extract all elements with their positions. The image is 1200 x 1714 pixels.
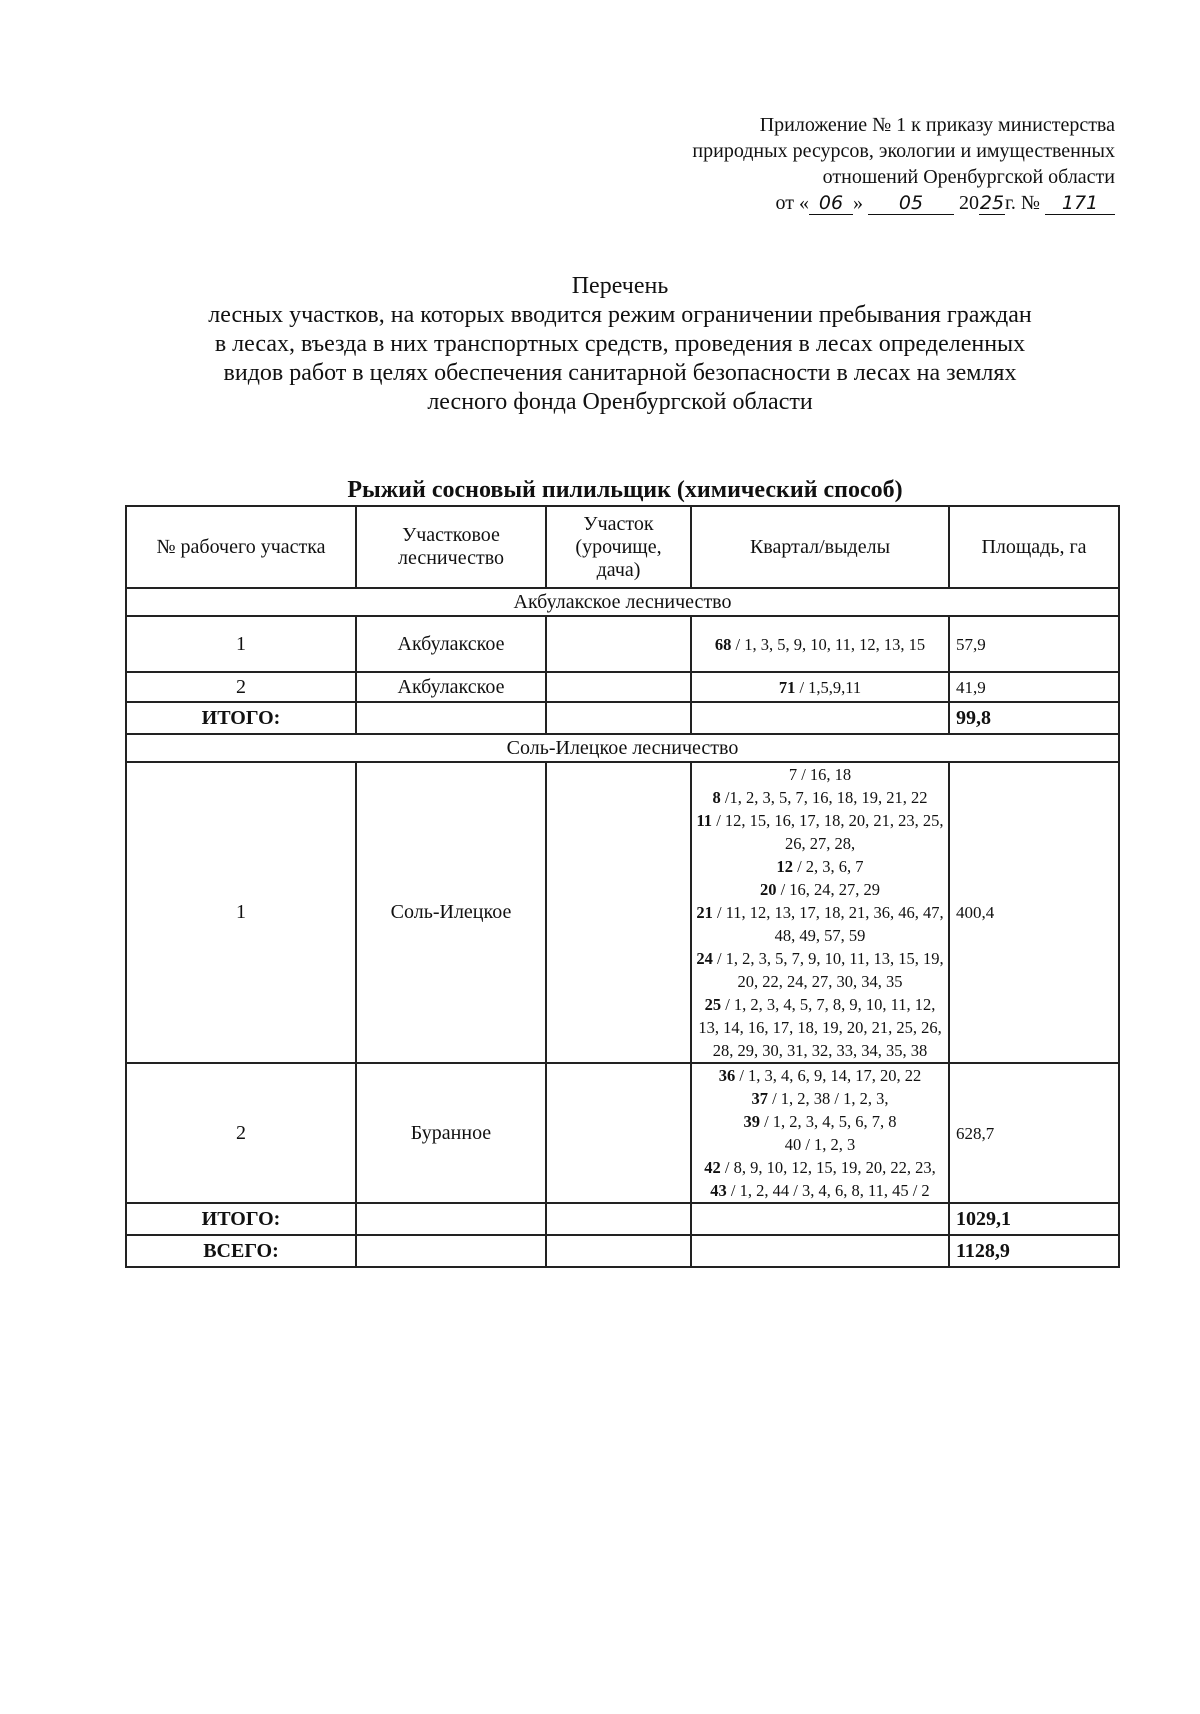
date-mid: » bbox=[852, 192, 863, 214]
header-district: Участковое лесничество bbox=[356, 506, 546, 588]
grand-total-label: ВСЕГО: bbox=[126, 1235, 356, 1267]
quarter-line: 11 / 12, 15, 16, 17, 18, 20, 21, 23, 25, 26, 27, 28, bbox=[696, 811, 944, 853]
plot-number: 2 bbox=[126, 672, 356, 702]
section-name: Соль-Илецкое лесничество bbox=[126, 734, 1119, 762]
district: Буранное bbox=[356, 1063, 546, 1203]
grand-total-value: 1128,9 bbox=[949, 1235, 1119, 1267]
quarter-sections: / 1,5,9,11 bbox=[795, 677, 862, 697]
district: Акбулакское bbox=[356, 672, 546, 702]
heading-line-4: видов работ в целях обеспечения санитарной безопасности в лесах на землях bbox=[223, 360, 1017, 386]
quarter-line: 42 / 8, 9, 10, 12, 15, 19, 20, 22, 23, bbox=[704, 1158, 936, 1177]
quarter-line: 37 / 1, 2, 38 / 1, 2, 3, bbox=[751, 1089, 889, 1108]
area-value: 400,4 bbox=[949, 762, 1119, 1063]
plot-number: 1 bbox=[126, 762, 356, 1063]
quarter-number: 68 bbox=[714, 634, 732, 654]
quarter-number: 71 bbox=[778, 677, 796, 697]
quarter-line: 21 / 11, 12, 13, 17, 18, 21, 36, 46, 47, 48, 49, 57, 59 bbox=[696, 903, 944, 945]
table-header-row bbox=[126, 506, 1119, 588]
quarters-cell bbox=[691, 672, 949, 702]
quarter-line: 20 / 16, 24, 27, 29 bbox=[759, 880, 881, 899]
table-row bbox=[126, 1063, 1119, 1203]
plot-number: 1 bbox=[126, 616, 356, 672]
forest-plots-table bbox=[125, 505, 1120, 1268]
plot bbox=[546, 672, 691, 702]
table-row bbox=[126, 672, 1119, 702]
quarter-line: 8 /1, 2, 3, 5, 7, 16, 18, 19, 21, 22 bbox=[712, 788, 928, 807]
quarter-line: 43 / 1, 2, 44 / 3, 4, 6, 8, 11, 45 / 2 bbox=[710, 1181, 930, 1200]
subtotal-value: 1029,1 bbox=[949, 1203, 1119, 1235]
handwritten-order-number: 171 bbox=[1045, 192, 1115, 215]
header-plot: Участок (урочище, дача) bbox=[546, 506, 691, 588]
heading-line-2: лесных участков, на которых вводится режим ограничении пребывания граждан bbox=[208, 302, 1032, 328]
heading-line-1: Перечень bbox=[571, 273, 669, 299]
date-year-prefix: 20 bbox=[958, 192, 979, 214]
document-heading bbox=[110, 272, 1130, 417]
area-value: 57,9 bbox=[949, 616, 1119, 672]
handwritten-month: 05 bbox=[868, 192, 954, 215]
district: Соль-Илецкое bbox=[356, 762, 546, 1063]
heading-line-5: лесного фонда Оренбургской области bbox=[427, 389, 813, 415]
quarter-line: 40 / 1, 2, 3 bbox=[784, 1135, 856, 1154]
header-plot-number: № рабочего участка bbox=[126, 506, 356, 588]
quarters-cell bbox=[691, 616, 949, 672]
grand-total-row bbox=[126, 1235, 1119, 1267]
subtotal-row bbox=[126, 702, 1119, 734]
area-value: 628,7 bbox=[949, 1063, 1119, 1203]
subtotal-value: 99,8 bbox=[949, 702, 1119, 734]
section-row bbox=[126, 734, 1119, 762]
quarter-line: 24 / 1, 2, 3, 5, 7, 9, 10, 11, 13, 15, 19, 20, 22, 24, 27, 30, 34, 35 bbox=[696, 949, 944, 991]
plot-number: 2 bbox=[126, 1063, 356, 1203]
quarter-line: 39 / 1, 2, 3, 4, 5, 6, 7, 8 bbox=[743, 1112, 897, 1131]
handwritten-day: 06 bbox=[809, 192, 853, 215]
header-area: Площадь, га bbox=[949, 506, 1119, 588]
quarter-line: 25 / 1, 2, 3, 4, 5, 7, 8, 9, 10, 11, 12, 13, 14, 16, 17, 18, 19, 20, 21, 25, 26, 28, 29, 30, 31, 32, 33, 34, 35, 38 bbox=[698, 995, 942, 1060]
heading-line-3: в лесах, въезда в них транспортных средств, проведения в лесах определенных bbox=[214, 331, 1026, 357]
district: Акбулакское bbox=[356, 616, 546, 672]
table-title: Рыжий сосновый пилильщик (химический способ) bbox=[347, 477, 903, 503]
table-row bbox=[126, 616, 1119, 672]
quarter-line: 7 / 16, 18 bbox=[788, 765, 852, 784]
header-quarters: Квартал/выделы bbox=[691, 506, 949, 588]
table-row bbox=[126, 762, 1119, 1063]
quarter-line: 36 / 1, 3, 4, 6, 9, 14, 17, 20, 22 bbox=[718, 1066, 922, 1085]
date-number-label: г. № bbox=[1004, 192, 1040, 214]
appendix-line-1: Приложение № 1 к приказу министерства bbox=[759, 114, 1115, 136]
appendix-line-2: природных ресурсов, экологии и имущественных bbox=[692, 140, 1115, 162]
subtotal-label: ИТОГО: bbox=[126, 1203, 356, 1235]
appendix-block bbox=[692, 112, 1115, 216]
appendix-date-line bbox=[692, 190, 1115, 216]
section-name: Акбулакское лесничество bbox=[126, 588, 1119, 616]
area-value: 41,9 bbox=[949, 672, 1119, 702]
quarter-line: 12 / 2, 3, 6, 7 bbox=[776, 857, 864, 876]
quarters-cell bbox=[691, 1063, 949, 1203]
subtotal-row bbox=[126, 1203, 1119, 1235]
plot bbox=[546, 616, 691, 672]
quarters-cell bbox=[691, 762, 949, 1063]
quarter-sections: / 1, 3, 5, 9, 10, 11, 12, 13, 15 bbox=[731, 634, 926, 654]
date-prefix: от « bbox=[775, 192, 809, 214]
plot bbox=[546, 762, 691, 1063]
appendix-line-3: отношений Оренбургской области bbox=[822, 166, 1115, 188]
plot bbox=[546, 1063, 691, 1203]
section-row bbox=[126, 588, 1119, 616]
handwritten-year: 25 bbox=[979, 192, 1005, 214]
subtotal-label: ИТОГО: bbox=[126, 702, 356, 734]
